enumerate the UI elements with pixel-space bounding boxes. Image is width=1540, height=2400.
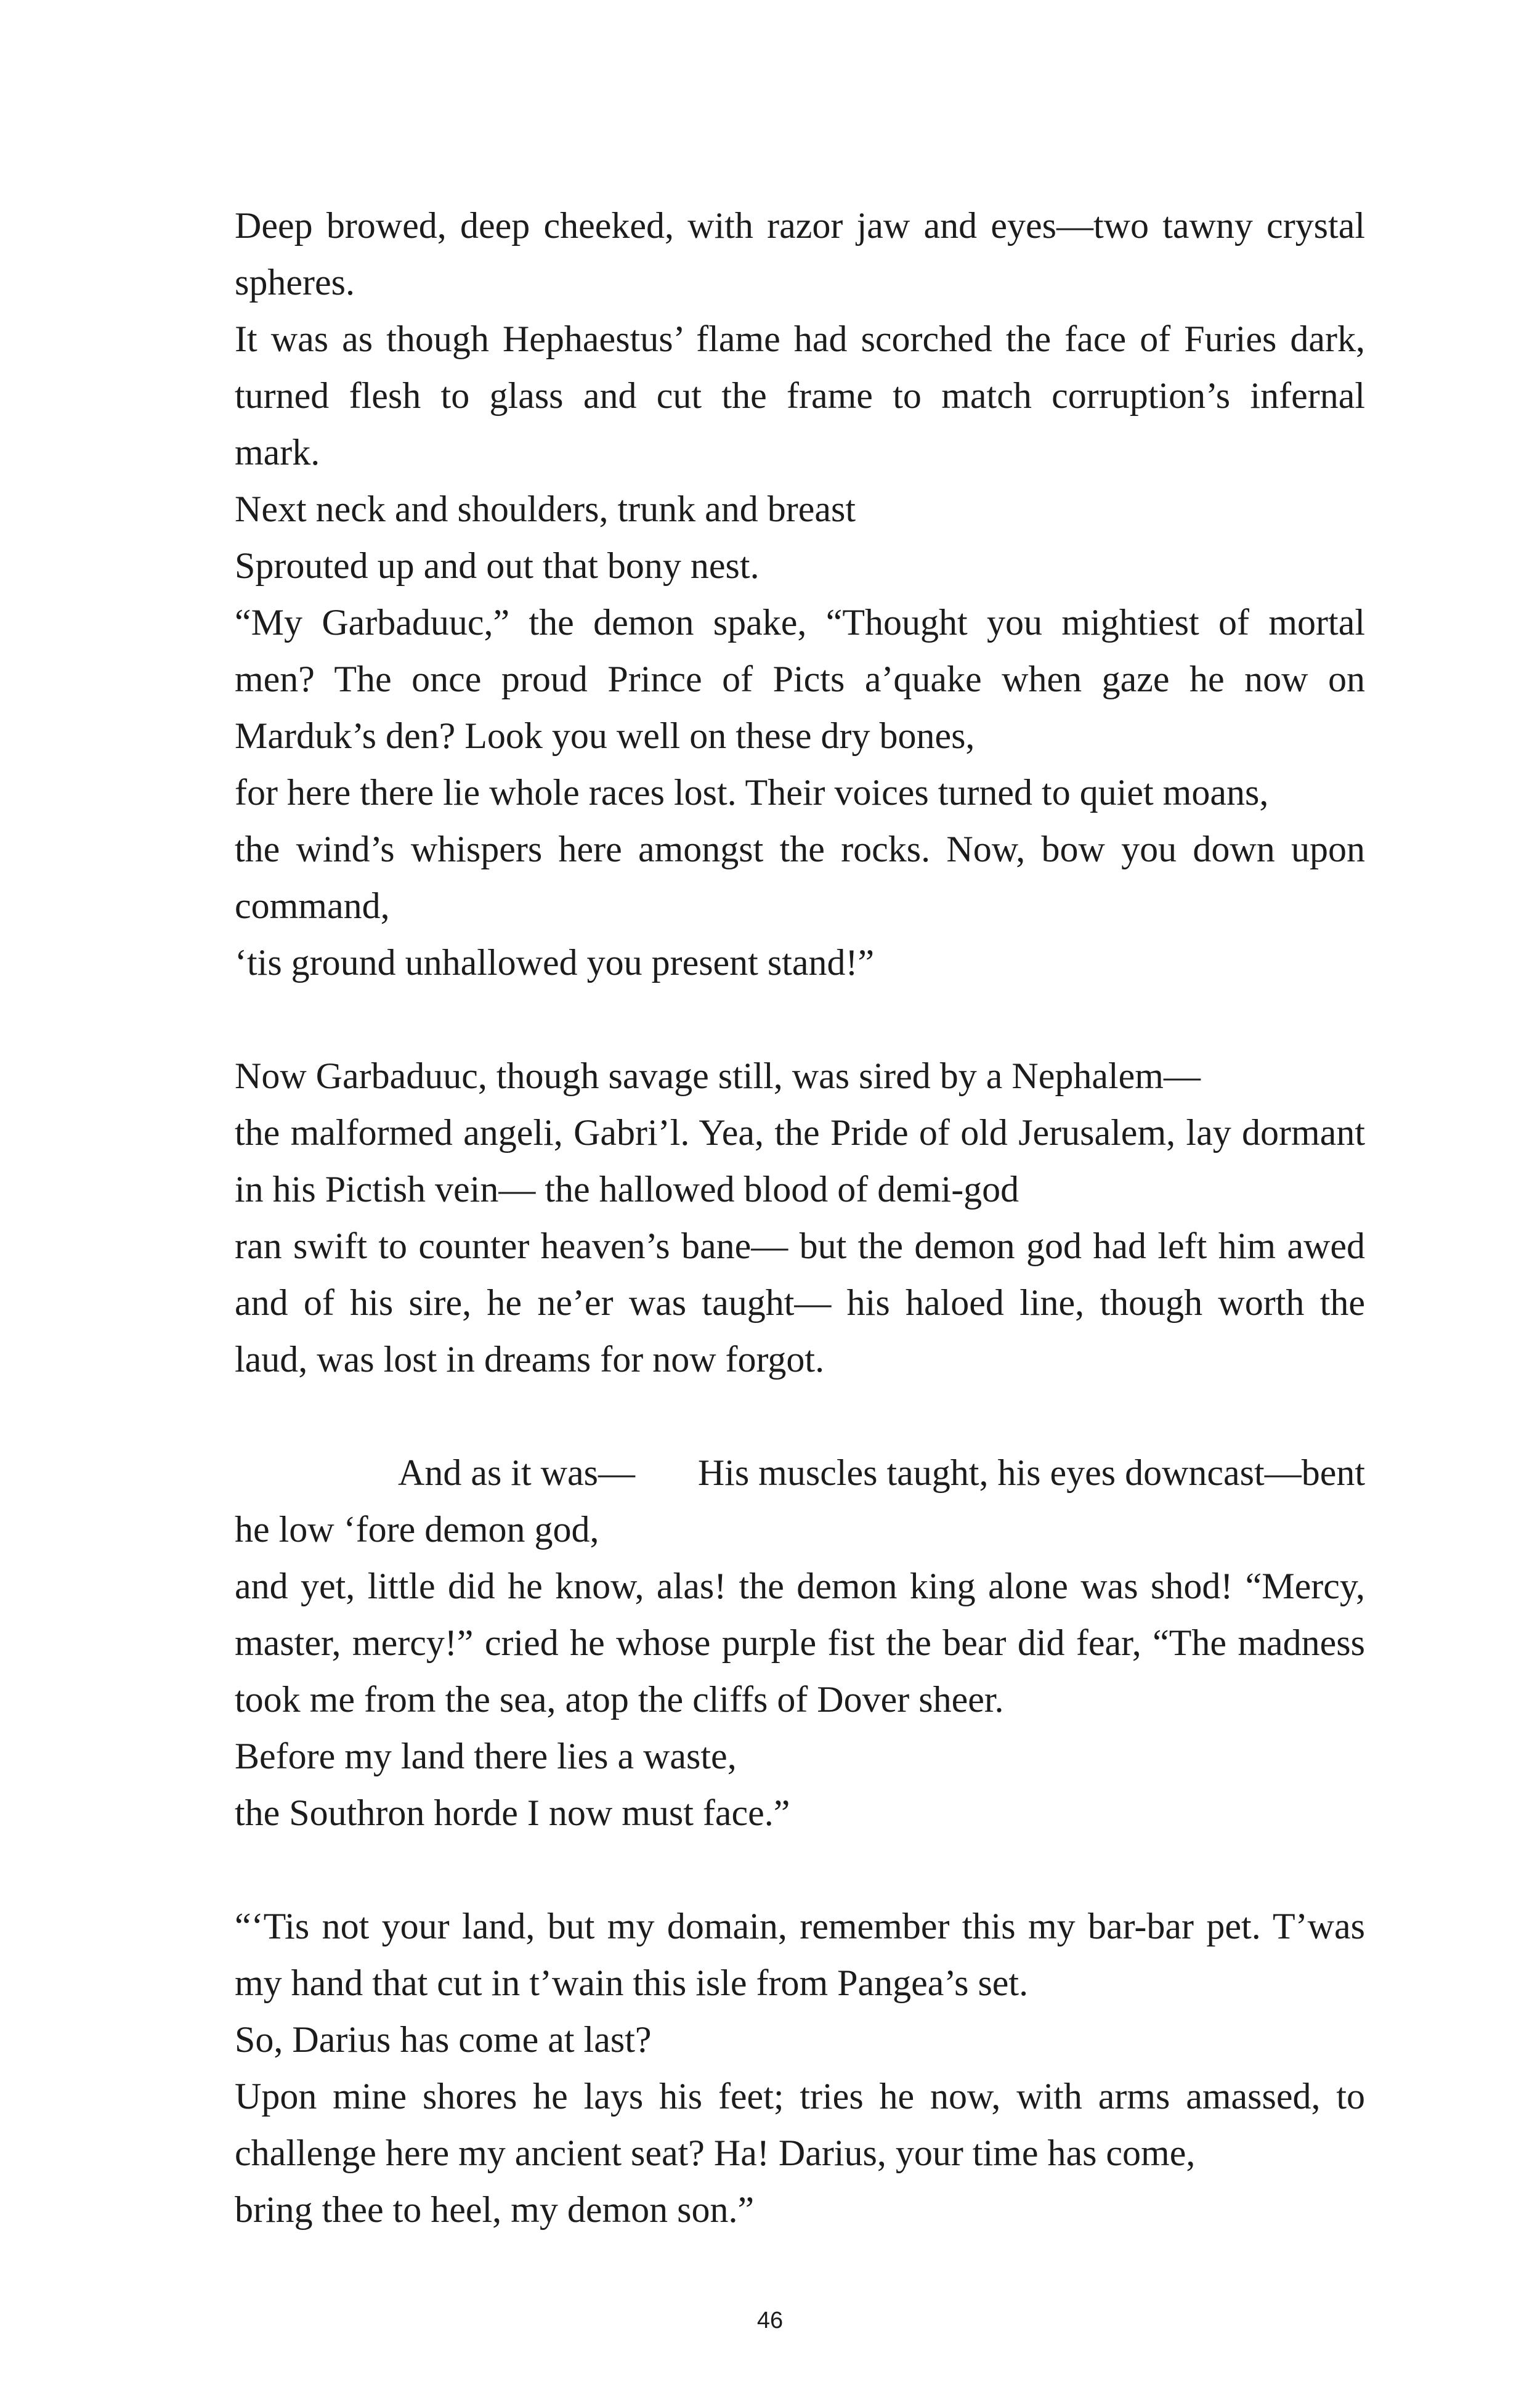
poem-line: Next neck and shoulders, trunk and breast: [235, 489, 856, 529]
stanza-break: [235, 991, 1365, 1047]
poem-line: Deep browed, deep cheeked, with razor jaw and eyes—two tawny crystal: [235, 205, 1365, 246]
poem-line: the wind’s whispers here amongst the rocks. Now, bow you down upon: [235, 829, 1365, 869]
poem-line: in his Pictish vein— the hallowed blood of demi-god: [235, 1169, 1019, 1210]
poem-line: laud, was lost in dreams for now forgot.: [235, 1339, 825, 1380]
poem-line: Sprouted up and out that bony nest.: [235, 545, 760, 586]
poem-line: It was as though Hephaestus’ flame had scorched the face of Furies dark,: [235, 319, 1365, 359]
poem-line: master, mercy!” cried he whose purple fist the bear did fear, “The madness: [235, 1622, 1365, 1663]
poem-line: “‘Tis not your land, but my domain, remember this my bar-bar pet. T’was: [235, 1906, 1365, 1946]
stanza-3: [235, 1444, 1365, 1841]
poem-line: Now Garbaduuc, though savage still, was sired by a Nephalem—: [235, 1056, 1201, 1096]
poem-line: my hand that cut in t’wain this isle from Pangea’s set.: [235, 1963, 1029, 2003]
poem-line-right: His muscles taught, his eyes downcast—bent: [697, 1452, 1365, 1493]
poem-line: “My Garbaduuc,” the demon spake, “Thought you mightiest of mortal: [235, 602, 1365, 643]
stanza-break: [235, 1388, 1365, 1444]
poem-line: Marduk’s den? Look you well on these dry bones,: [235, 715, 975, 756]
poem-line: bring thee to heel, my demon son.”: [235, 2189, 755, 2230]
stanza-4: [235, 1898, 1365, 2238]
poem-line: took me from the sea, atop the cliffs of Dover sheer.: [235, 1679, 1004, 1720]
poem-line: Upon mine shores he lays his feet; tries he now, with arms amassed, to: [235, 2076, 1365, 2117]
poem-line: and of his sire, he ne’er was taught— his haloed line, though worth the: [235, 1282, 1365, 1323]
poem-line: for here there lie whole races lost. Their voices turned to quiet moans,: [235, 772, 1269, 813]
stanza-2: [235, 1047, 1365, 1388]
poem-line: and yet, little did he know, alas! the demon king alone was shod! “Mercy,: [235, 1566, 1365, 1606]
poem-line: men? The once proud Prince of Picts a’quake when gaze he now on: [235, 659, 1365, 699]
poem-line: ‘tis ground unhallowed you present stand!”: [235, 942, 875, 983]
poem-line: So, Darius has come at last?: [235, 2019, 652, 2060]
poem-line: challenge here my ancient seat? Ha! Darius, your time has come,: [235, 2133, 1196, 2173]
poem-line: Before my land there lies a waste,: [235, 1736, 737, 1776]
poem-line: spheres.: [235, 262, 355, 303]
poem-line: turned flesh to glass and cut the frame to match corruption’s infernal: [235, 375, 1365, 416]
poem-line-left: And as it was—: [398, 1452, 635, 1493]
stanza-1: [235, 197, 1365, 991]
stanza-break: [235, 1841, 1365, 1898]
page-number: 46: [756, 2308, 784, 2333]
poem-line: the malformed angeli, Gabri’l. Yea, the Pride of old Jerusalem, lay dormant: [235, 1112, 1365, 1153]
poem-line-split: [235, 1444, 1365, 1501]
poem-line: mark.: [235, 432, 320, 473]
poem-line: he low ‘fore demon god,: [235, 1509, 599, 1550]
poem-line: command,: [235, 885, 390, 926]
poem-text: [235, 197, 1365, 2238]
poem-line: ran swift to counter heaven’s bane— but the demon god had left him awed: [235, 1226, 1365, 1266]
poem-line: the Southron horde I now must face.”: [235, 1792, 790, 1833]
